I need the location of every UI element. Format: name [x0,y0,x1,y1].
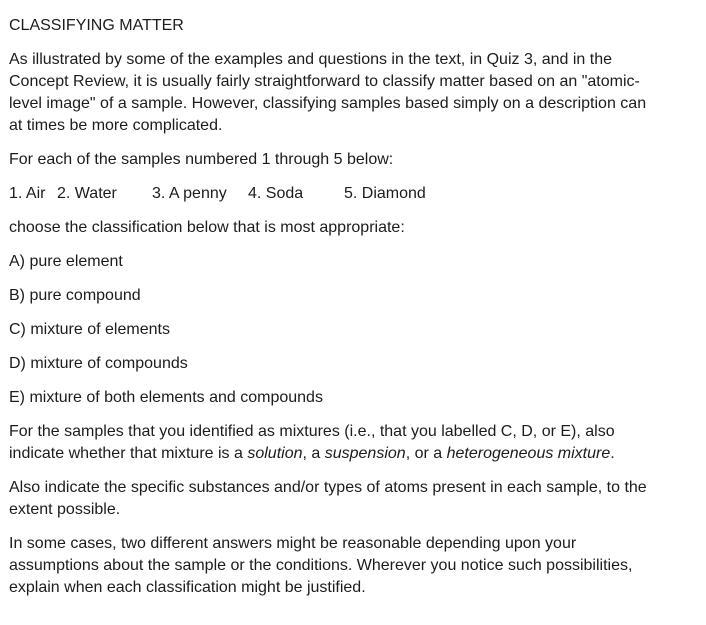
sample-item-air: 1. Air [9,185,46,202]
intro-paragraph: As illustrated by some of the examples and questions in the text, in Quiz 3, and in the Concept Review, it is usually fairly straightforward to classify matter based on an "atomic-level image" of a sample. However, classifying samples based simply on a description can at times be more complicated. [9,51,647,134]
samples-list [9,183,649,205]
mixtures-text-3: , or a [405,445,447,462]
option-c: C) mixture of elements [9,321,170,338]
mixtures-text-4: . [610,445,615,462]
sample-item-diamond: 5. Diamond [344,185,426,202]
substances-paragraph: Also indicate the specific substances and/or types of atoms present in each sample, to the extent possible. [9,479,647,518]
option-b: B) pure compound [9,287,141,304]
mixtures-paragraph [9,421,649,465]
option-e: E) mixture of both elements and compounds [9,389,323,406]
instruction-paragraph: For each of the samples numbered 1 through 5 below: [9,151,394,168]
option-d: D) mixture of compounds [9,355,188,372]
sample-item-water: 2. Water [57,185,117,202]
sample-item-penny: 3. A penny [152,185,227,202]
mixtures-text-1: For the samples that you identified as mixtures (i.e., that you labelled C, D, or E), also indicate whether that mixture is a [9,423,615,462]
page-title: CLASSIFYING MATTER [9,17,184,34]
cases-paragraph: In some cases, two different answers might be reasonable depending upon your assumptions about the sample or the conditions. Wherever you notice such possibilities, explain when each classification might be justified. [9,535,633,596]
term-heterogeneous-mixture: heterogeneous mixture [446,445,611,462]
term-solution: solution [247,445,303,462]
sample-item-soda: 4. Soda [248,185,304,202]
option-a: A) pure element [9,253,123,270]
term-suspension: suspension [324,445,406,462]
mixtures-text-2: , a [302,445,325,462]
choose-paragraph: choose the classification below that is most appropriate: [9,219,405,236]
